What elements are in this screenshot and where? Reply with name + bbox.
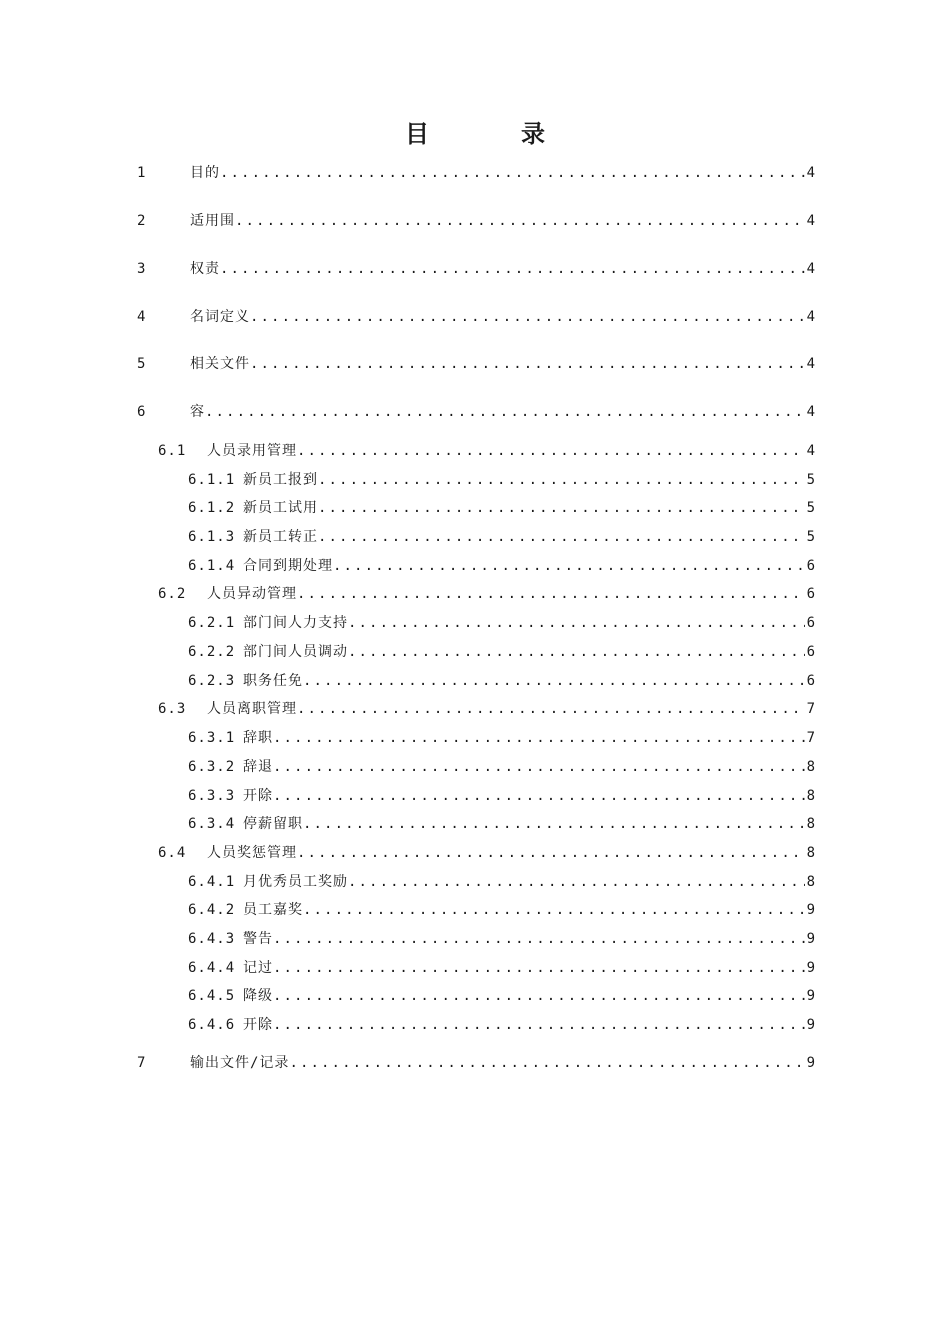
toc-entry-page-number: 9 xyxy=(806,931,816,947)
toc-entry-title: 容 xyxy=(190,404,205,420)
toc-entry-title: 部门间人员调动 xyxy=(243,644,348,660)
toc-entry-page-number: 8 xyxy=(806,759,816,775)
toc-entry-title: 新员工报到 xyxy=(243,472,318,488)
toc-dot-leader xyxy=(318,469,805,491)
toc-entry-page-number: 8 xyxy=(806,816,816,832)
toc-dot-leader xyxy=(273,985,805,1007)
toc-entry-number: 7 xyxy=(137,1055,147,1071)
toc-entry-number: 6.4.5 xyxy=(188,988,236,1004)
toc-entry-title: 职务任免 xyxy=(243,673,303,689)
toc-entry-page-number: 4 xyxy=(806,356,816,372)
toc-entry-title: 月优秀员工奖励 xyxy=(243,874,348,890)
toc-entry[interactable] xyxy=(158,698,816,720)
toc-entry[interactable] xyxy=(188,555,816,577)
toc-entry-title: 相关文件 xyxy=(190,356,250,372)
toc-dot-leader xyxy=(235,210,805,232)
toc-entry-page-number: 4 xyxy=(806,213,816,229)
toc-entry-title: 员工嘉奖 xyxy=(243,902,303,918)
toc-entry-number: 6.3.2 xyxy=(188,759,236,775)
toc-entry-page-number: 5 xyxy=(806,472,816,488)
toc-entry-page-number: 9 xyxy=(806,902,816,918)
toc-entry[interactable] xyxy=(137,1052,816,1074)
toc-entry-number: 1 xyxy=(137,165,147,181)
toc-entry-number: 6.4.2 xyxy=(188,902,236,918)
toc-entry[interactable] xyxy=(188,641,816,663)
toc-dot-leader xyxy=(318,526,805,548)
toc-entry[interactable] xyxy=(137,210,816,232)
toc-entry-page-number: 6 xyxy=(806,644,816,660)
toc-entry-page-number: 5 xyxy=(806,500,816,516)
toc-entry-page-number: 6 xyxy=(806,673,816,689)
toc-entry-page-number: 7 xyxy=(806,730,816,746)
toc-entry-page-number: 8 xyxy=(806,788,816,804)
toc-entry-page-number: 4 xyxy=(806,443,816,459)
toc-entry[interactable] xyxy=(188,727,816,749)
toc-entry-number: 6.1.1 xyxy=(188,472,236,488)
toc-entry-title: 降级 xyxy=(243,988,273,1004)
toc-entry-title: 新员工转正 xyxy=(243,529,318,545)
toc-entry-title: 部门间人力支持 xyxy=(243,615,348,631)
toc-entry-number: 6 xyxy=(137,404,147,420)
toc-dot-leader xyxy=(250,306,805,328)
toc-entry[interactable] xyxy=(188,469,816,491)
toc-entry-title: 名词定义 xyxy=(190,309,250,325)
toc-dot-leader xyxy=(297,842,805,864)
toc-entry-number: 6.3.1 xyxy=(188,730,236,746)
toc-entry-number: 4 xyxy=(137,309,147,325)
toc-dot-leader xyxy=(303,813,805,835)
toc-entry-page-number: 8 xyxy=(806,874,816,890)
toc-entry-number: 6.3 xyxy=(158,701,187,717)
toc-entry[interactable] xyxy=(188,526,816,548)
toc-entry[interactable] xyxy=(188,785,816,807)
toc-entry-title: 新员工试用 xyxy=(243,500,318,516)
toc-entry[interactable] xyxy=(188,985,816,1007)
toc-entry[interactable] xyxy=(188,871,816,893)
toc-entry[interactable] xyxy=(137,306,816,328)
toc-dot-leader xyxy=(273,1014,805,1036)
toc-entry-number: 6.4.3 xyxy=(188,931,236,947)
toc-entry-title: 停薪留职 xyxy=(243,816,303,832)
toc-entry-title: 记过 xyxy=(243,960,273,976)
toc-entry[interactable] xyxy=(188,497,816,519)
toc-entry-number: 6.4.1 xyxy=(188,874,236,890)
toc-entry-number: 6.4 xyxy=(158,845,187,861)
page-title: 目 录 xyxy=(405,120,579,148)
toc-entry-number: 6.2.1 xyxy=(188,615,236,631)
toc-dot-leader xyxy=(303,899,805,921)
toc-entry-title: 人员录用管理 xyxy=(207,443,297,459)
toc-entry-page-number: 4 xyxy=(806,404,816,420)
toc-entry-title: 警告 xyxy=(243,931,273,947)
toc-dot-leader xyxy=(303,670,805,692)
toc-entry-number: 2 xyxy=(137,213,147,229)
toc-dot-leader xyxy=(220,258,805,280)
toc-dot-leader xyxy=(297,440,805,462)
toc-entry[interactable] xyxy=(137,401,816,423)
toc-entry-title: 权责 xyxy=(190,261,220,277)
toc-entry[interactable] xyxy=(188,899,816,921)
toc-entry-page-number: 4 xyxy=(806,261,816,277)
toc-entry-number: 6.2.3 xyxy=(188,673,236,689)
toc-entry-title: 合同到期处理 xyxy=(243,558,333,574)
toc-entry-title: 输出文件/记录 xyxy=(190,1055,290,1071)
toc-entry-page-number: 9 xyxy=(806,1055,816,1071)
toc-dot-leader xyxy=(348,871,805,893)
toc-entry-title: 适用围 xyxy=(190,213,235,229)
toc-entry-page-number: 9 xyxy=(806,988,816,1004)
toc-entry-number: 6.1 xyxy=(158,443,187,459)
toc-entry-page-number: 6 xyxy=(806,558,816,574)
toc-dot-leader xyxy=(289,1052,804,1074)
toc-dot-leader xyxy=(318,497,805,519)
toc-dot-leader xyxy=(333,555,805,577)
toc-entry-page-number: 6 xyxy=(806,615,816,631)
toc-entry[interactable] xyxy=(137,258,816,280)
toc-entry-number: 6.2 xyxy=(158,586,187,602)
toc-entry-number: 6.2.2 xyxy=(188,644,236,660)
toc-entry[interactable] xyxy=(158,583,816,605)
toc-entry[interactable] xyxy=(158,842,816,864)
toc-entry-title: 目的 xyxy=(190,165,220,181)
toc-entry-page-number: 5 xyxy=(806,529,816,545)
toc-entry-number: 6.3.4 xyxy=(188,816,236,832)
toc-entry[interactable] xyxy=(188,612,816,634)
toc-entry-page-number: 9 xyxy=(806,960,816,976)
toc-dot-leader xyxy=(205,401,805,423)
toc-dot-leader xyxy=(297,698,805,720)
toc-dot-leader xyxy=(273,928,805,950)
toc-entry-number: 6.3.3 xyxy=(188,788,236,804)
toc-entry-title: 人员异动管理 xyxy=(207,586,297,602)
toc-entry-page-number: 6 xyxy=(806,586,816,602)
toc-entry-number: 6.1.4 xyxy=(188,558,236,574)
toc-entry[interactable] xyxy=(188,957,816,979)
toc-entry[interactable] xyxy=(137,162,816,184)
toc-entry[interactable] xyxy=(188,813,816,835)
toc-dot-leader xyxy=(273,727,805,749)
toc-entry-title: 人员离职管理 xyxy=(207,701,297,717)
toc-entry-page-number: 9 xyxy=(806,1017,816,1033)
toc-entry-number: 6.1.3 xyxy=(188,529,236,545)
toc-dot-leader xyxy=(348,612,805,634)
toc-dot-leader xyxy=(250,353,805,375)
toc-dot-leader xyxy=(273,756,805,778)
toc-entry-number: 5 xyxy=(137,356,147,372)
toc-dot-leader xyxy=(273,785,805,807)
toc-entry-title: 辞职 xyxy=(243,730,273,746)
toc-entry-page-number: 4 xyxy=(806,309,816,325)
toc-entry[interactable] xyxy=(188,928,816,950)
toc-entry[interactable] xyxy=(188,756,816,778)
toc-entry-page-number: 7 xyxy=(806,701,816,717)
toc-dot-leader xyxy=(348,641,805,663)
toc-entry-title: 开除 xyxy=(243,1017,273,1033)
toc-entry[interactable] xyxy=(137,353,816,375)
toc-entry-number: 6.4.4 xyxy=(188,960,236,976)
toc-entry[interactable] xyxy=(158,440,816,462)
toc-entry[interactable] xyxy=(188,670,816,692)
toc-entry-number: 3 xyxy=(137,261,147,277)
toc-dot-leader xyxy=(273,957,805,979)
toc-entry-title: 辞退 xyxy=(243,759,273,775)
toc-entry-page-number: 8 xyxy=(806,845,816,861)
toc-entry[interactable] xyxy=(188,1014,816,1036)
toc-dot-leader xyxy=(297,583,805,605)
toc-dot-leader xyxy=(220,162,805,184)
toc-entry-number: 6.4.6 xyxy=(188,1017,236,1033)
toc-entry-title: 人员奖惩管理 xyxy=(207,845,297,861)
toc-entry-title: 开除 xyxy=(243,788,273,804)
toc-entry-number: 6.1.2 xyxy=(188,500,236,516)
toc-entry-page-number: 4 xyxy=(806,165,816,181)
